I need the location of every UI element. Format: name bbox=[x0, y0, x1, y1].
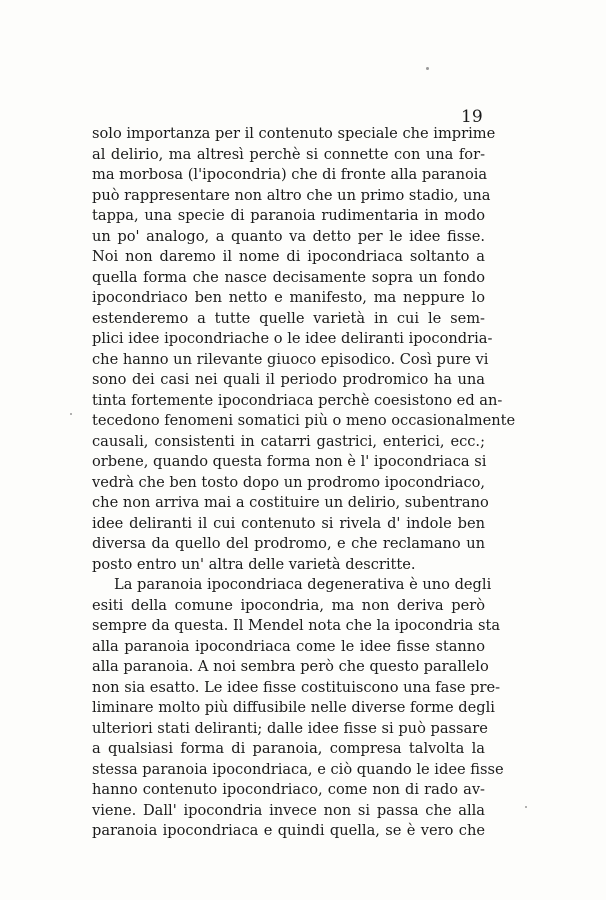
text-line: tappa, una specie di paranoia rudimentaria in modo bbox=[92, 207, 485, 224]
text-line: che non arriva mai a costituire un delirio, subentrano bbox=[92, 494, 489, 511]
text-line: orbene, quando questa forma non è l' ipocondriaca si bbox=[92, 453, 487, 470]
text-line: estenderemo a tutte quelle varietà in cui le sem- bbox=[92, 309, 485, 327]
paper-speck bbox=[70, 413, 72, 415]
text-line: che hanno un rilevante giuoco episodico. Così pure vi bbox=[92, 350, 489, 368]
paragraph-1 bbox=[92, 124, 516, 575]
text-line: diversa da quello del prodromo, e che reclamano un bbox=[92, 535, 485, 552]
paragraph-2 bbox=[92, 575, 504, 842]
text-line: a qualsiasi forma di paranoia, compresa talvolta la bbox=[92, 740, 485, 757]
text-line: ma morbosa (l'ipocondria) che di fronte alla paranoia bbox=[92, 166, 488, 183]
text-line: solo importanza per il contenuto speciale che imprime bbox=[92, 125, 496, 142]
text-line: esiti della comune ipocondria, ma non deriva però bbox=[92, 596, 485, 614]
text-line: hanno contenuto ipocondriaco, come non di rado av- bbox=[92, 781, 485, 798]
text-line: causali, consistenti in catarri gastrici, enterici, ecc.; bbox=[92, 432, 485, 450]
text-line: sempre da questa. Il Mendel nota che la ipocondria sta bbox=[92, 617, 501, 634]
text-line: paranoia ipocondriaca e quindi quella, se è vero che bbox=[92, 822, 485, 839]
text-line: ipocondriaco ben netto e manifesto, ma neppure lo bbox=[92, 289, 485, 306]
text-line: stessa paranoia ipocondriaca, e ciò quando le idee fisse bbox=[92, 760, 504, 778]
text-line: Noi non daremo il nome di ipocondriaca soltanto a bbox=[92, 248, 485, 265]
text-line: alla paranoia ipocondriaca come le idee fisse stanno bbox=[92, 637, 485, 655]
text-line: sono dei casi nei quali il periodo prodromico ha una bbox=[92, 371, 485, 388]
text-line: al delirio, ma altresì perchè si connette con una for- bbox=[92, 145, 485, 163]
text-line: vedrà che ben tosto dopo un prodromo ipocondriaco, bbox=[92, 473, 486, 491]
text-line: tinta fortemente ipocondriaca perchè coesistono ed an- bbox=[92, 391, 503, 409]
paper-speck bbox=[525, 806, 527, 808]
text-line: La paranoia ipocondriaca degenerativa è uno degli bbox=[114, 576, 492, 593]
page-number: 19 bbox=[461, 107, 483, 127]
text-line: quella forma che nasce decisamente sopra un fondo bbox=[92, 268, 485, 286]
body-text bbox=[92, 124, 516, 842]
text-line: ulteriori stati deliranti; dalle idee fisse si può passare bbox=[92, 719, 488, 737]
paper-speck bbox=[426, 67, 429, 70]
text-line: un po' analogo, a quanto va detto per le idee fisse. bbox=[92, 227, 485, 245]
text-line: alla paranoia. A noi sembra però che questo parallelo bbox=[92, 658, 489, 675]
text-line: posto entro un' altra delle varietà descritte. bbox=[92, 555, 416, 573]
text-line: può rappresentare non altro che un primo stadio, una bbox=[92, 186, 491, 204]
text-line: viene. Dall' ipocondria invece non si passa che alla bbox=[92, 801, 485, 819]
text-line: idee deliranti il cui contenuto si rivela d' indole ben bbox=[92, 514, 485, 532]
text-line: liminare molto più diffusibile nelle diverse forme degli bbox=[92, 699, 495, 716]
text-line: tecedono fenomeni somatici più o meno occasionalmente bbox=[92, 412, 516, 429]
text-line: plici idee ipocondriache o le idee deliranti ipocondria- bbox=[92, 330, 493, 347]
text-line: non sia esatto. Le idee fisse costituiscono una fase pre- bbox=[92, 678, 501, 696]
